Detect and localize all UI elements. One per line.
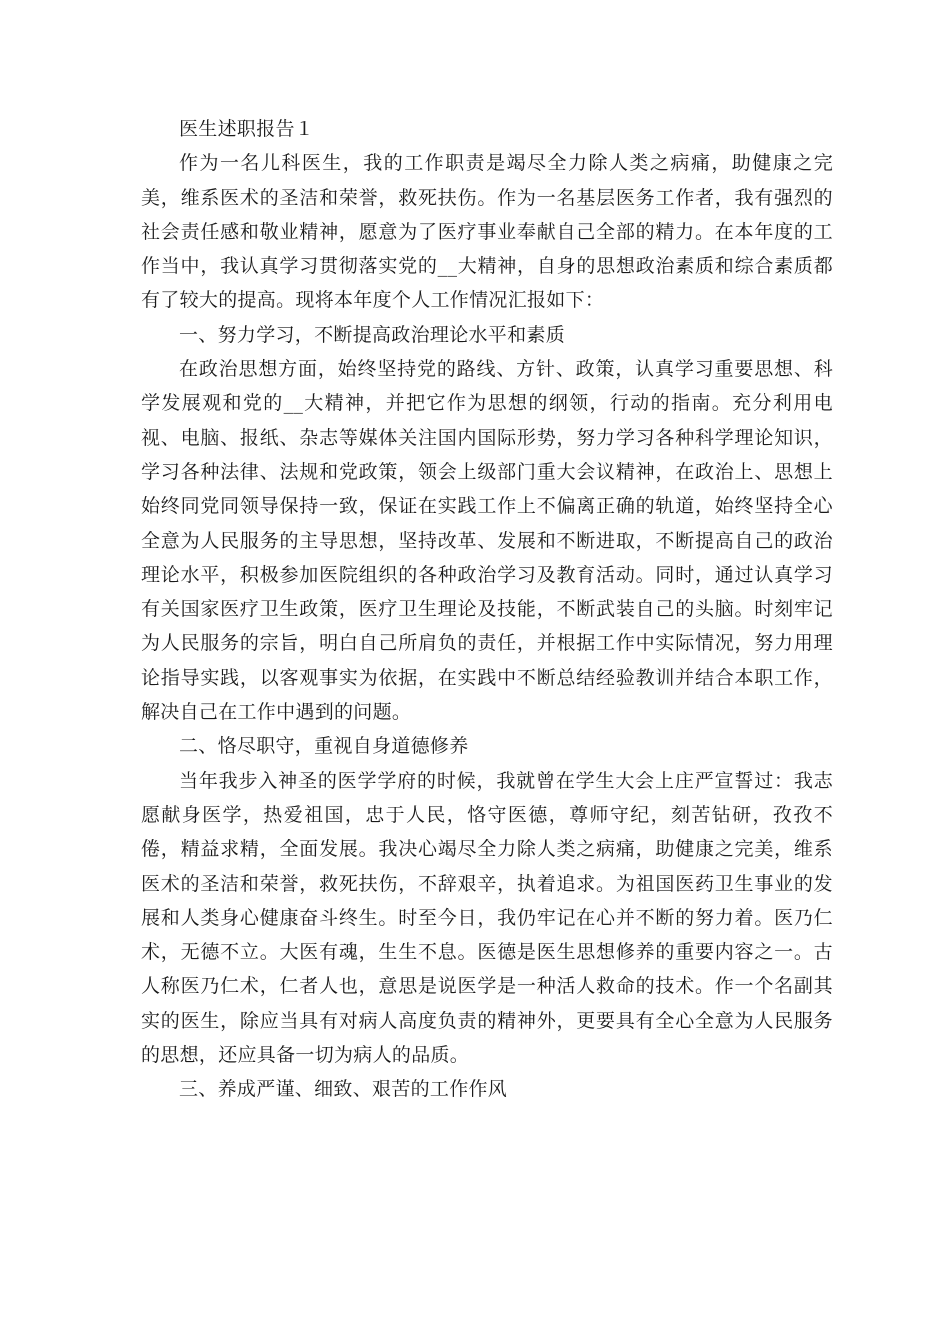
section-heading-3: 三、养成严谨、细致、艰苦的工作作风 (179, 1078, 508, 1101)
paragraph-intro: 作为一名儿科医生，我的工作职责是竭尽全力除人类之病痛，助健康之完美，维系医术的圣洁和荣誉，救死扶伤。作为一名基层医务工作者，我有强烈的社会责任感和敬业精神，愿意为了医疗事业奉献自己全部的精力。在本年度的工作当中，我认真学习贯彻落实党的__大精神，自身的思想政治素质和综合素质都有了较大的提高。现将本年度个人工作情况汇报如下： (141, 152, 833, 312)
paragraph-political-study: 在政治思想方面，始终坚持党的路线、方针、政策，认真学习重要思想、科学发展观和党的__大精神，并把它作为思想的纲领，行动的指南。充分利用电视、电脑、报纸、杂志等媒体关注国内国际形势，努力学习各种科学理论知识，学习各种法律、法规和党政策，领会上级部门重大会议精神，在政治上、思想上始终同党同领导保持一致，保证在实践工作上不偏离正确的轨道，始终坚持全心全意为人民服务的主导思想，坚持改革、发展和不断进取，不断提高自己的政治理论水平，积极参加医院组织的各种政治学习及教育活动。同时，通过认真学习有关国家医疗卫生政策，医疗卫生理论及技能，不断武装自己的头脑。时刻牢记为人民服务的宗旨，明白自己所肩负的责任，并根据工作中实际情况，努力用理论指导实践，以客观事实为依据，在实践中不断总结经验教训并结合本职工作，解决自己在工作中遇到的问题。 (141, 358, 833, 724)
document-title: 医生述职报告１ (179, 118, 315, 140)
paragraph-medical-ethics: 当年我步入神圣的医学学府的时候，我就曾在学生大会上庄严宣誓过：我志愿献身医学，热爱祖国，忠于人民，恪守医德，尊师守纪，刻苦钻研，孜孜不倦，精益求精，全面发展。我决心竭尽全力除人类之病痛，助健康之完美，维系医术的圣洁和荣誉，救死扶伤，不辞艰辛，执着追求。为祖国医药卫生事业的发展和人类身心健康奋斗终生。时至今日，我仍牢记在心并不断的努力着。医乃仁术，无德不立。大医有魂，生生不息。医德是医生思想修养的重要内容之一。古人称医乃仁术，仁者人也，意思是说医学是一种活人救命的技术。作一个名副其实的医生，除应当具有对病人高度负责的精神外，更要具有全心全意为人民服务的思想，还应具备一切为病人的品质。 (141, 769, 833, 1067)
section-heading-2: 二、恪尽职守，重视自身道德修养 (179, 735, 469, 758)
document-body (141, 112, 833, 1107)
section-heading-1: 一、努力学习，不断提高政治理论水平和素质 (179, 323, 566, 346)
